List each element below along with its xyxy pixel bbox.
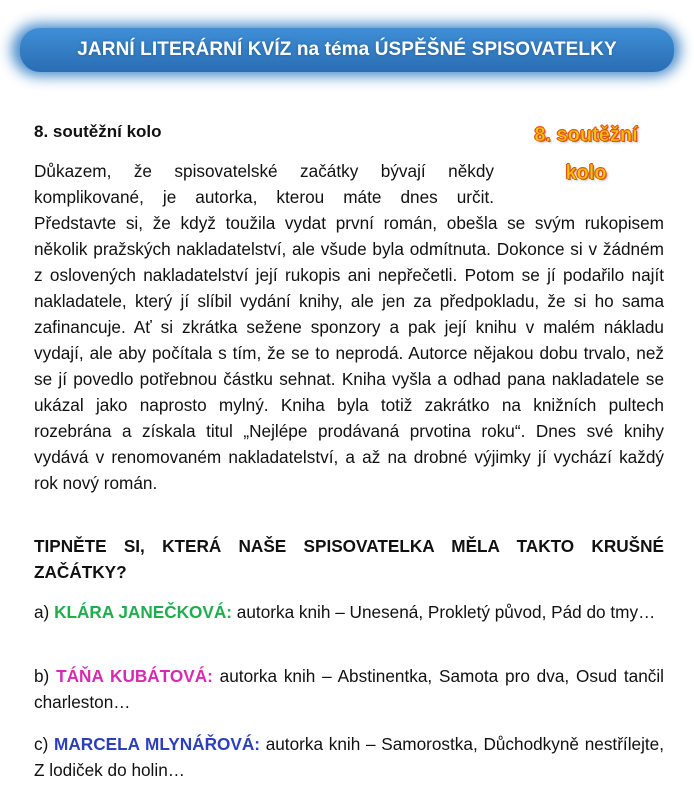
option-b[interactable] bbox=[34, 663, 664, 715]
option-b-text: autorka knih – Abstinentka, Samota pro dva, Osud tančil charleston… bbox=[34, 666, 665, 712]
banner-title: JARNÍ LITERÁRNÍ KVÍZ na téma ÚSPĚŠNÉ SPISOVATELKY bbox=[77, 39, 617, 60]
option-a[interactable] bbox=[34, 599, 664, 625]
wordart-line-1: 8. soutěžní bbox=[534, 124, 638, 146]
wordart-line-2: kolo bbox=[565, 162, 607, 184]
option-c[interactable] bbox=[34, 731, 664, 783]
intro-body: Představte si, že když toužila vydat první román, obešla se svým rukopisem několik pražských nakladatelství, ale všude byla odmítnuta. Dokonce si v žádném z oslovených nakladatelství její rukopis ani nepřečetli. Potom se jí podařilo najít nakladatele, který jí slíbil vydání knihy, ale jen za předpokladu, že si ho sama zafinancuje. Ať si zkrátka sežene sponzory a pak její knihu v malém nákladu vydají, ale aby počítala s tím, že se to neprodá. Autorce nějakou dobu trvalo, než se jí povedlo potřebnou částku sehnat. Kniha vyšla a odhad pana nakladatele se ukázal jako naprosto mylný. Kniha byla totiž zakrátko na knižních pultech rozebrána a získala titul „Nejlépe prodávaná prvotina roku“. Dnes své knihy vydává v renomovaném nakladatelství, a až na drobné výjimky jí vychází každý rok nový román. bbox=[34, 213, 664, 493]
option-c-text: autorka knih – Samorostka, Důchodkyně nestřílejte, Z lodiček do holin… bbox=[34, 734, 664, 780]
round-heading: 8. soutěžní kolo bbox=[34, 122, 162, 141]
option-a-prefix: a) bbox=[34, 602, 50, 622]
option-a-text: autorka knih – Unesená, Prokletý původ, Pád do tmy… bbox=[236, 602, 656, 622]
intro-line-2: komplikované, je autorka, kterou máte dnes určit. bbox=[34, 187, 494, 207]
option-c-name: MARCELA MLYNÁŘOVÁ: bbox=[54, 734, 260, 754]
intro-paragraph bbox=[34, 158, 664, 496]
option-b-name: TÁŇA KUBÁTOVÁ: bbox=[56, 666, 213, 686]
intro-line-1: Důkazem, že spisovatelské začátky bývají někdy bbox=[34, 161, 494, 181]
quiz-banner bbox=[20, 28, 674, 72]
option-a-name: KLÁRA JANEČKOVÁ: bbox=[54, 602, 233, 622]
option-c-prefix: c) bbox=[34, 734, 49, 754]
quiz-question: TIPNĚTE SI, KTERÁ NAŠE SPISOVATELKA MĚLA TAKTO KRUŠNÉ ZAČÁTKY? bbox=[34, 536, 664, 582]
option-b-prefix: b) bbox=[34, 666, 50, 686]
